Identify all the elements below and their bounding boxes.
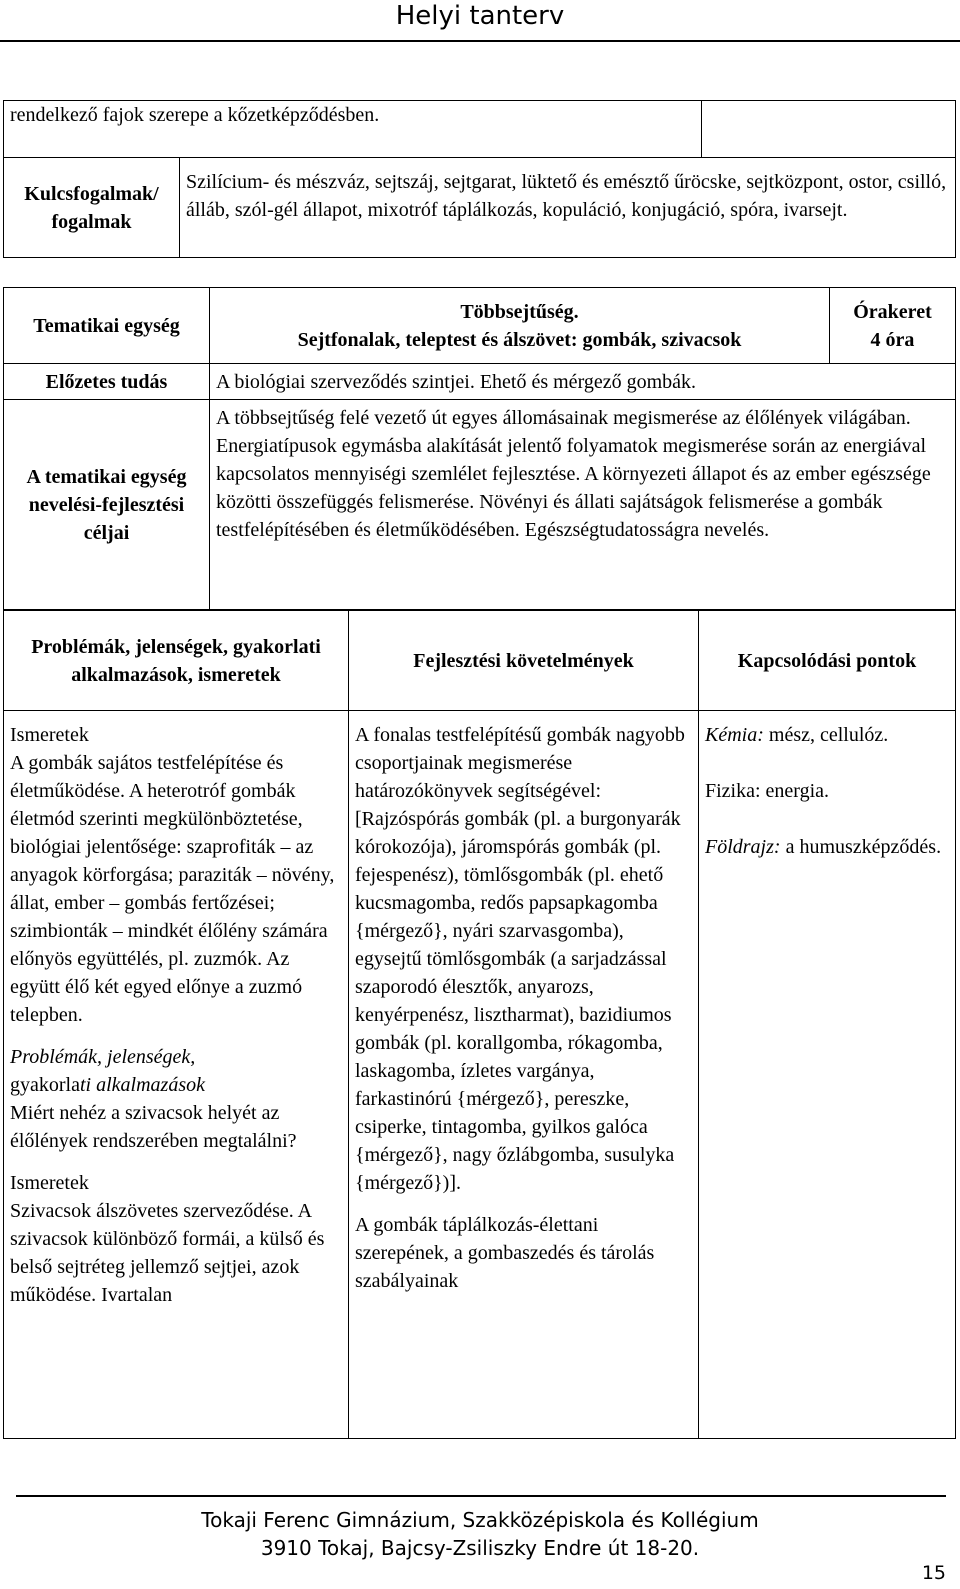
applications-heading-italic: ti alkalmazások (79, 1074, 205, 1096)
requirements-paragraph: A fonalas testfelépítésű gombák nagyobb csoportjainak megismerése határozókönyvek segítségével:[Rajzóspórás gombák (pl. a burgonyarák kórokozója), járomspórás gombák (pl. fejespenész), tömlősgombák (pl. ehető kucsmagomba, redős papsapkagomba {mérgező}, nyári szarvasgomba), egysejtű tömlősgombák (a sarjadzással szaporodó élesztők, anyarozs, kenyérpenész, lisztharmat), bazidiumos gombák (pl. korallgomba, rókagomba, laskagomba, ízletes vargánya, farkastinórú {mérgező}, pereszke, csiperke, tintagomba, gyilkos galóca {mérgező}, nagy őzlábgomba, susulyka {mérgező})]. (355, 724, 685, 1194)
knowledge-paragraph-2: Szivacsok álszövetes szerveződése. A szivacsok különböző formái, a külső és belső sejtréteg jellemző sejtjei, azok működése. Ivartalan (10, 1200, 325, 1306)
footer-address: 3910 Tokaj, Bajcsy-Zsiliszky Endre út 18-20. (260, 1536, 700, 1560)
goals-text: A többsejtűség felé vezető út egyes állomásainak megismerése az élőlények világában. Energiatípusok egymásba alakítását jelentő folyamatok megismerése során az energiával kapcsolatos mennyiségi szemlélet fejlesztése. A környezeti állapot és az ember egészsége közötti összefüggés felismerése. Növényi és állati sajátságok felismerése a gombák testfelépítésében és életműködésében. Egészségtudatosságra nevelés. (210, 400, 956, 610)
col3-content (699, 711, 956, 1439)
col3-header: Kapcsolódási pontok (699, 611, 956, 711)
problems-question: Miért nehéz a szivacsok helyét az élőlények rendszerében megtalálni? (10, 1102, 297, 1152)
link-geography (705, 833, 949, 861)
page-footer (0, 1506, 960, 1562)
footer-school-name: Tokaji Ferenc Gimnázium, Szakközépiskola és Kollégium (201, 1508, 759, 1532)
page-number: 15 (921, 1562, 946, 1584)
unit-title-line2: Sejtfonalak, teleptest és álszövet: gombák, szivacsok (297, 328, 742, 351)
link-chemistry-text: mész, cellulóz. (763, 724, 889, 746)
col2-header: Fejlesztési követelmények (349, 611, 699, 711)
footer-divider (16, 1495, 946, 1497)
goals-label: A tematikai egység nevelési-fejlesztési céljai (4, 400, 210, 610)
applications-heading-plain: gyakorla (10, 1074, 80, 1096)
link-geography-text: a humuszképződés. (780, 836, 942, 858)
applications-heading (10, 1071, 342, 1099)
unit-title (210, 288, 830, 364)
prior-knowledge-text: A biológiai szerveződés szintjei. Ehető és mérgező gombák. (210, 364, 956, 400)
hours-cell (830, 288, 956, 364)
hours-value: 4 óra (870, 328, 915, 351)
prior-knowledge-label: Előzetes tudás (4, 364, 210, 400)
header-divider (0, 40, 960, 42)
key-concepts-table (3, 100, 956, 258)
continued-text-cell (4, 101, 702, 158)
problems-heading: Problémák, jelenségek, (10, 1046, 196, 1068)
knowledge-label-2: Ismeretek (10, 1172, 89, 1194)
unit-label: Tematikai egység (4, 288, 210, 364)
link-chemistry (705, 721, 949, 749)
requirements-paragraph-2: A gombák táplálkozás-élettani szerepének, a gombaszedés és tárolás szabályainak (355, 1214, 655, 1292)
col1-header: Problémák, jelenségek, gyakorlati alkalmazások, ismeretek (4, 611, 349, 711)
link-geography-subject: Földrajz: (705, 836, 781, 858)
knowledge-label: Ismeretek (10, 724, 89, 746)
col1-content (4, 711, 349, 1439)
knowledge-paragraph: A gombák sajátos testfelépítése és életműködése. A heterotróf gombák életmód szerinti megkülönböztetése, biológiai jelentősége: szaprofiták – az anyagok körforgása; paraziták – növény, állat, ember – gombás fertőzései; szimbionták – mindkét élőlény számára előnyös együttélés, pl. zuzmók. Az együtt élő két egyed előnye a zuzmó telepben. (10, 752, 335, 1026)
link-chemistry-subject: Kémia: (705, 724, 764, 746)
key-concepts-label: Kulcsfogalmak/ fogalmak (4, 158, 180, 258)
link-physics: Fizika: energia. (705, 780, 830, 802)
continued-text: rendelkező fajok szerepe a kőzetképződésben. (10, 104, 380, 126)
content-table (3, 610, 956, 1439)
unit-table (3, 287, 956, 610)
hours-label: Órakeret (853, 300, 932, 323)
empty-cell (702, 101, 956, 158)
page-header-title: Helyi tanterv (395, 1, 565, 31)
key-concepts-text: Szilícium- és mészváz, sejtszáj, sejtgarat, lüktető és emésztő űröcske, sejtközpont, ostor, csilló, álláb, szól-gél állapot, mixotróf táplálkozás, kopuláció, konjugáció, spóra, ivarsejt. (180, 158, 956, 258)
col2-content (349, 711, 699, 1439)
unit-title-line1: Többsejtűség. (460, 300, 579, 323)
